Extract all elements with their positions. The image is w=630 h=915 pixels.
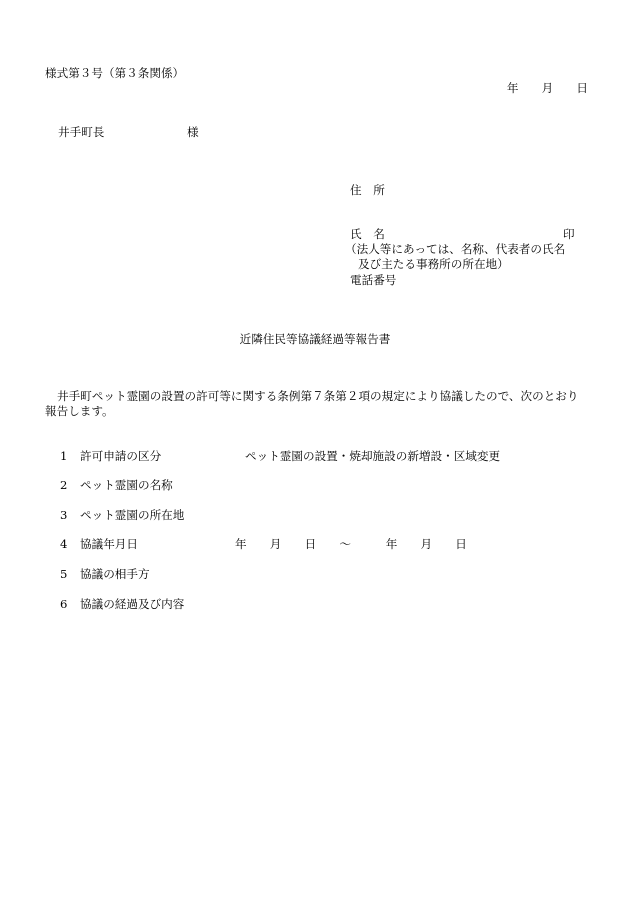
- addressee-name: 井手町長: [58, 125, 105, 139]
- item-number: 4: [60, 537, 68, 551]
- item-number: 5: [60, 567, 68, 581]
- body-line-2: 報告します。: [45, 404, 114, 418]
- item-number: 3: [60, 508, 68, 522]
- item-label: ペット霊園の名称: [80, 478, 173, 492]
- item-number: 2: [60, 478, 68, 492]
- submission-date: 年 月 日: [506, 81, 588, 95]
- phone-label: 電話番号: [350, 273, 397, 287]
- name-note-line2: 及び主たる事務所の所在地）: [358, 257, 509, 271]
- item-value: 年 月 日 ～ 年 月 日: [235, 537, 467, 551]
- item-label: 協議の相手方: [80, 567, 150, 581]
- item-value: ペット霊園の設置・焼却施設の新増設・区域変更: [245, 449, 501, 463]
- item-label: 許可申請の区分: [80, 449, 162, 463]
- document-title: 近隣住民等協議経過等報告書: [239, 332, 391, 346]
- seal-label: 印: [563, 227, 575, 241]
- address-label: 住 所: [350, 183, 385, 197]
- item-label: ペット霊園の所在地: [80, 508, 185, 522]
- item-number: 1: [60, 449, 68, 463]
- name-label: 氏 名: [350, 227, 385, 241]
- item-label: 協議年月日: [80, 537, 138, 551]
- name-note-line1: （法人等にあっては、名称、代表者の氏名: [345, 242, 566, 256]
- item-number: 6: [60, 597, 68, 611]
- body-line-1: 井手町ペット霊園の設置の許可等に関する条例第７条第２項の規定により協議したので、次のとおり: [57, 389, 579, 403]
- item-label: 協議の経過及び内容: [80, 597, 185, 611]
- addressee-honorific: 様: [187, 125, 199, 139]
- form-number: 様式第３号（第３条関係）: [45, 66, 185, 80]
